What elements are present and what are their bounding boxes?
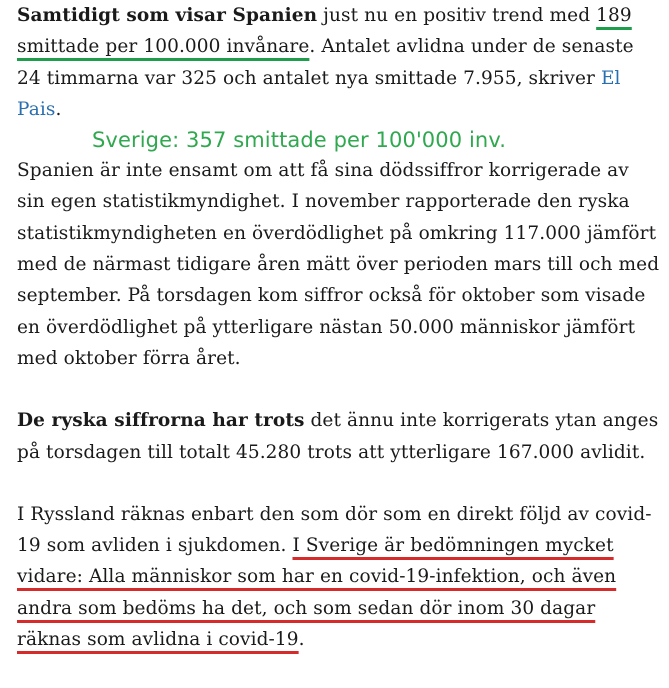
paragraph-russia-statistics: Spanien är inte ensamt om att få sina dödssiffror korrigerade av sin egen statistikmyndighet. I november rapporterade den ryska statistikmyndigheten en överdödlighet på omkring 117.000 jämfört med de närmast tidigare åren mätt över perioden mars till och med september. På torsdagen kom siffror också för oktober som visade en överdödlighet på ytterligare nästan 50.000 människor jämfört med oktober förra året. (17, 160, 660, 369)
lead-bold-spain: Samtidigt som visar Spanien (17, 5, 318, 26)
paragraph-spain-trend (17, 0, 662, 125)
paragraph-gap (17, 374, 662, 405)
sweden-annotation: Sverige: 357 smittade per 100'000 inv. (92, 128, 506, 153)
text-russian-figures: det ännu inte korrigerats ytan anges på torsdagen till totalt 45.280 trots att ytterligare 167.000 avlidit. (17, 410, 659, 463)
paragraph-counting-method (17, 499, 662, 655)
paragraph-russian-figures (17, 405, 662, 468)
lead-bold-russia: De ryska siffrorna har trots (17, 410, 305, 432)
el-pais-link[interactable]: El Pais (17, 67, 621, 120)
highlight-sweden-counting: I Sverige är bedömningen mycket vidare: Alla människor som har en covid-19-infektion, och även andra som bedöms ha det, och som sedan dör inom 30 dagar räknas som avlidna i covid-19 (17, 535, 617, 651)
article-body (17, 0, 662, 655)
text-period: . (55, 98, 62, 120)
text-deaths: . Antalet avlidna under de senaste 24 timmarna var 325 och antalet nya smittade 7.955, skriver (17, 36, 634, 89)
text-trend: just nu en positiv trend med (317, 5, 597, 26)
paragraph-gap (17, 468, 662, 499)
text-russia-counting: I Ryssland räknas enbart den som dör som en direkt följd av covid-19 som avliden i sjukdomen. (17, 503, 652, 557)
text-period: . (298, 629, 305, 651)
highlight-spain-cases: 189 smittade per 100.000 invånare (17, 5, 632, 58)
